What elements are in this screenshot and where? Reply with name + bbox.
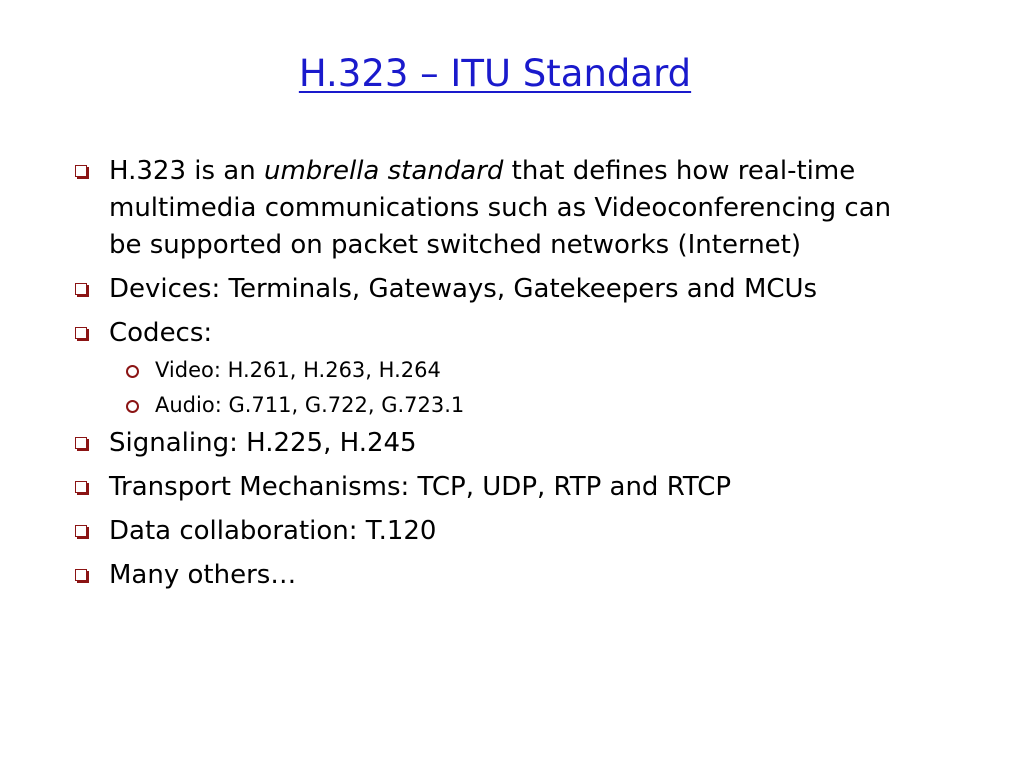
square-bullet-icon: [75, 283, 87, 295]
sub-bullet-text: Audio: G.711, G.722, G.723.1: [155, 393, 465, 417]
bullet-item-codecs: [72, 315, 892, 421]
bullet-text: Signaling: H.225, H.245: [109, 428, 417, 458]
bullet-item-devices: [72, 271, 892, 308]
bullet-item-data-collaboration: [72, 513, 892, 550]
bullet-text: Devices: Terminals, Gateways, Gatekeepers and MCUs: [109, 274, 818, 304]
slide-title: H.323 – ITU Standard: [298, 52, 692, 95]
bullet-text: Data collaboration: T.120: [109, 516, 437, 546]
square-bullet-icon: [75, 569, 87, 581]
bullet-text-pre: H.323 is an: [109, 156, 264, 186]
bullet-text: Codecs:: [109, 318, 213, 348]
bullet-list: [72, 153, 892, 601]
bullet-item-signaling: [72, 425, 892, 462]
square-bullet-icon: [75, 481, 87, 493]
sub-bullet-item-video: [109, 354, 892, 386]
sub-bullet-text: Video: H.261, H.263, H.264: [155, 358, 441, 382]
bullet-text-post: that defines how real-time multimedia communications such as Videoconferencing can be supported on packet switched networks (Internet): [109, 156, 892, 260]
sub-bullet-list: [109, 354, 892, 421]
bullet-text: Transport Mechanisms: TCP, UDP, RTP and RTCP: [109, 472, 732, 502]
bullet-item-transport: [72, 469, 892, 506]
circle-bullet-icon: [126, 365, 139, 378]
bullet-item-umbrella-standard: [72, 153, 892, 264]
square-bullet-icon: [75, 327, 87, 339]
square-bullet-icon: [75, 165, 87, 177]
square-bullet-icon: [75, 525, 87, 537]
bullet-text-emphasis: umbrella standard: [263, 156, 504, 186]
sub-bullet-item-audio: [109, 389, 892, 421]
bullet-item-many-others: [72, 557, 892, 594]
square-bullet-icon: [75, 437, 87, 449]
circle-bullet-icon: [126, 400, 139, 413]
bullet-text: Many others…: [109, 560, 297, 590]
